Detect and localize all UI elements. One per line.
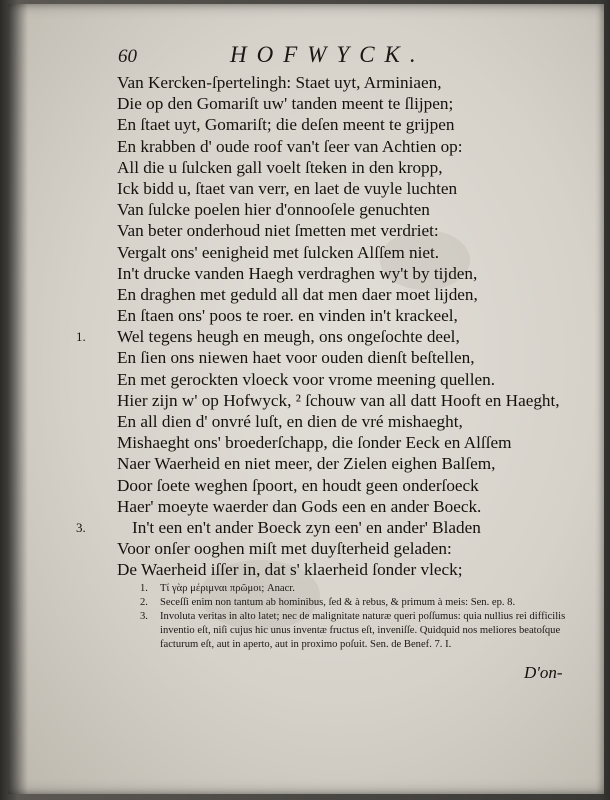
footnote-number: 3. bbox=[140, 611, 148, 622]
line-text: In't drucke vanden Haegh verdraghen wy't by tijden, bbox=[117, 263, 478, 283]
line-text: Hier zijn w' op Hofwyck, ² ſchouw van all datt Hooft en Haeght, bbox=[117, 390, 560, 410]
line-text: Die op den Gomariſt uw' tanden meent te ſlijpen; bbox=[117, 94, 454, 114]
poem-line bbox=[80, 538, 585, 559]
line-text: Vergalt ons' eenigheid met ſulcken Alſſem niet. bbox=[117, 242, 440, 262]
line-text: Door ſoete weghen ſpoort, en houdt geen onderſoeck bbox=[117, 475, 479, 495]
footnote-number: 2. bbox=[140, 597, 148, 608]
poem-line bbox=[80, 369, 585, 390]
poem-line bbox=[80, 114, 585, 135]
line-text: En ſtaet uyt, Gomariſt; die deſen meent te grijpen bbox=[117, 115, 455, 135]
line-text: Voor onſer ooghen miſt met duyſterheid geladen: bbox=[117, 539, 452, 559]
poem-line bbox=[80, 390, 585, 411]
poem-line bbox=[80, 305, 585, 326]
line-text: En ſien ons niewen haet voor ouden dienſt beſtellen, bbox=[117, 348, 475, 368]
poem-line bbox=[80, 496, 585, 517]
running-title: HOFWYCK. bbox=[230, 42, 426, 67]
poem-line bbox=[80, 93, 585, 114]
line-text: Haer' moeyte waerder dan Gods een en ander Boeck. bbox=[117, 496, 482, 516]
line-text: En ſtaen ons' poos te roer. en vinden in't krackeel, bbox=[117, 306, 458, 326]
line-text: De Waerheid iſſer in, dat s' klaerheid ſonder vleck; bbox=[117, 560, 463, 580]
poem-line bbox=[80, 242, 585, 263]
page-number: 60 bbox=[118, 46, 137, 67]
poem-line bbox=[76, 517, 585, 538]
line-text: Wel tegens heugh en meugh, ons ongeſochte deel, bbox=[117, 327, 460, 347]
poem-line bbox=[80, 347, 585, 368]
line-text: All die u ſulcken gall voelt ſteken in den kropp, bbox=[117, 157, 443, 177]
line-text: In't een en't ander Boeck zyn een' en ander' Bladen bbox=[132, 517, 481, 537]
poem-line bbox=[80, 157, 585, 178]
line-text: Mishaeght ons' broederſchapp, die ſonder Eeck en Alſſem bbox=[117, 433, 512, 453]
line-text: Naer Waerheid en niet meer, der Zielen eighen Balſem, bbox=[117, 454, 496, 474]
footnote-text: Τί γὰρ μέριμναι πρῶμοι; Anacr. bbox=[160, 583, 295, 594]
line-text: Van ſulcke poelen hier d'onnooſele genuchten bbox=[117, 200, 430, 220]
footnotes bbox=[140, 582, 580, 652]
poem-line bbox=[80, 178, 585, 199]
footnote bbox=[140, 582, 580, 596]
line-text: En all dien d' onvré luſt, en dien de vré mishaeght, bbox=[117, 412, 463, 431]
footnote-text: Involuta veritas in alto latet; nec de malignitate naturæ queri poſſumus: quia nullius rei difficilis inventio eſt, niſi cujus hic unus inventæ fructus eſt, inveniſſe. Quidquid nos meliores beatoſque facturum eſt, aut in aperto, aut in proximo poſuit. Sen. de Benef. 7. I. bbox=[160, 611, 566, 650]
poem-line bbox=[80, 263, 585, 284]
line-text: Van Kercken-ſpertelingh: Staet uyt, Arminiaen, bbox=[117, 73, 442, 92]
poem-line bbox=[80, 199, 585, 220]
catchword: D'on- bbox=[524, 663, 563, 682]
line-marker: 3. bbox=[76, 519, 86, 535]
page-gutter-shadow bbox=[8, 4, 28, 794]
poem-line bbox=[80, 453, 585, 474]
line-text: En draghen met geduld all dat men daer moet lijden, bbox=[117, 284, 478, 304]
line-text: Van beter onderhoud niet ſmetten met verdriet: bbox=[117, 221, 439, 241]
line-text: En krabben d' oude roof van't ſeer van Achtien op: bbox=[117, 136, 463, 156]
footnote-text: Seceſſi enim non tantum ab hominibus, ſed & à rebus, & primum à meis: Sen. ep. 8. bbox=[160, 597, 516, 608]
poem-line bbox=[80, 72, 585, 93]
poem-line bbox=[80, 411, 585, 432]
poem-line bbox=[80, 475, 585, 496]
poem-line bbox=[80, 559, 585, 580]
line-text: En met gerockten vloeck voor vrome meening quellen. bbox=[117, 369, 495, 389]
poem-text bbox=[76, 72, 585, 581]
poem-line bbox=[80, 432, 585, 453]
page-header bbox=[118, 42, 458, 72]
line-text: Ick bidd u, ſtaet van verr, en laet de vuyle luchten bbox=[117, 178, 458, 198]
footnote bbox=[140, 596, 580, 610]
footnote bbox=[140, 610, 580, 652]
footnote-number: 1. bbox=[140, 583, 148, 594]
poem-line bbox=[76, 326, 585, 347]
poem-line bbox=[80, 136, 585, 157]
poem-line bbox=[80, 220, 585, 241]
line-marker: 1. bbox=[76, 329, 86, 345]
poem-line bbox=[80, 284, 585, 305]
